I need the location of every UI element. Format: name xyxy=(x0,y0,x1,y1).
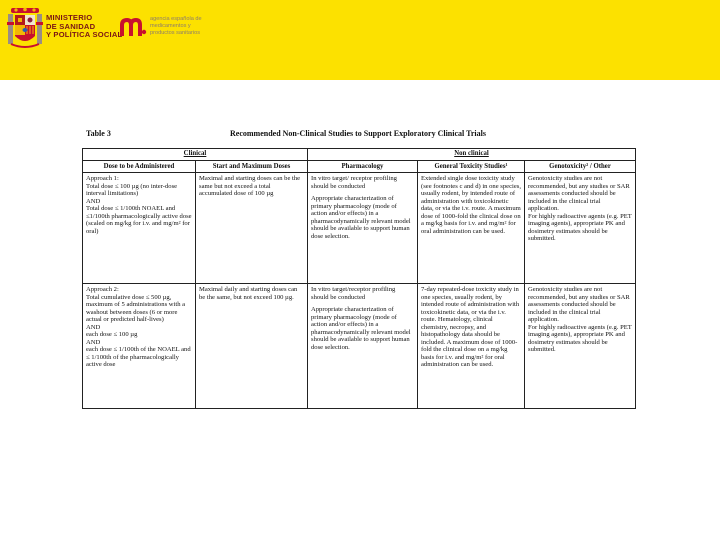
agency-name xyxy=(150,16,202,38)
ministry-line-2: DE SANIDAD xyxy=(46,21,96,31)
row-1-radioactive-text: For highly radioactive agents (e.g. PET imaging agents), appropriate PK and dosimetry estimates should be submitted. xyxy=(528,212,632,243)
row-1-pharm-characterization: Appropriate characterization of primary pharmacology (mode of action and/or effects) in a pharmacodynamically relevant model should be available to support human dose selection. xyxy=(311,195,411,240)
row-1-start-max-text: Maximal and starting doses can be the same but not exceed a total accumulated dose of 100 µg xyxy=(199,175,301,198)
agency-logo-icon xyxy=(119,16,147,38)
table-caption xyxy=(86,127,636,141)
group-header-non-clinical-label: Non clinical xyxy=(454,150,489,157)
row-2-radioactive-text: For highly radioactive agents (e.g. PET imaging agents), appropriate PK and dosimetry estimates should be submitted. xyxy=(528,323,632,354)
table-number: Table 3 xyxy=(86,129,111,138)
table-row-2-genotoxicity xyxy=(525,284,635,408)
group-header-clinical-label: Clinical xyxy=(183,150,207,157)
group-header-clinical xyxy=(83,149,308,161)
row-1-toxicity-text: Extended single dose toxicity study (see footnotes c and d) in one species, usually rodent, by intended route of administration with toxicokinetic data, or via the i.v. route. A maximum dose of 1000-fold the clinical dose on a mg/kg basis for i.v. and mg/m² for oral administration can be used. xyxy=(421,175,521,235)
table-row-1-dose xyxy=(83,173,196,284)
table-row-1-toxicity xyxy=(418,173,525,284)
table-row-2-dose xyxy=(83,284,196,408)
row-1-approach: Approach 1: xyxy=(86,175,119,182)
column-header-toxicity: General Toxicity Studies¹ xyxy=(418,161,525,173)
ministry-name xyxy=(46,14,122,40)
row-2-pharm-profiling: In vitro target/receptor profiling should be conducted xyxy=(311,286,396,301)
column-header-start-max: Start and Maximum Doses xyxy=(196,161,308,173)
ministry-line-3: Y POLÍTICA SOCIAL xyxy=(46,30,123,40)
agency-line-2: medicamentos y xyxy=(150,23,191,30)
row-2-pharm-characterization: Appropriate characterization of primary pharmacology (mode of action and/or effects) in a pharmacodynamically relevant model should be available to support human dose selection. xyxy=(311,306,411,351)
header-band xyxy=(0,0,720,80)
table-row-1-pharmacology xyxy=(308,173,418,284)
row-2-approach: Approach 2: xyxy=(86,286,119,293)
row-2-and-2: AND xyxy=(86,338,101,346)
table-row-2-toxicity xyxy=(418,284,525,408)
row-2-each-dose: each dose ≤ 100 µg xyxy=(86,331,138,339)
row-2-noael: each dose ≤ 1/100th of the NOAEL and ≤ 1/100th of the pharmacologically active dose xyxy=(86,346,191,369)
row-2-genotox-text: Genotoxicity studies are not recommended, but any studies or SAR assessments conducted should be included in the clinical trial application. xyxy=(528,286,630,324)
row-2-total-dose: Total cumulative dose ≤ 500 µg, maximum of 5 administrations with a washout between doses (6 or more actual or predicted half-lives) xyxy=(86,293,186,324)
row-1-genotox-text: Genotoxicity studies are not recommended, but any studies or SAR assessments conducted should be included in the clinical trial application. xyxy=(528,175,630,213)
table-row-2-start-max xyxy=(196,284,308,408)
row-2-and-1: AND xyxy=(86,323,101,331)
row-1-total-dose: Total dose ≤ 100 µg (no inter-dose interval limitations) xyxy=(86,182,178,198)
group-header-non-clinical xyxy=(308,149,635,161)
row-1-pharm-profiling: In vitro target/ receptor profiling should be conducted xyxy=(311,175,397,190)
agency-line-1: agencia española de xyxy=(150,16,202,22)
row-2-toxicity-text: 7-day repeated-dose toxicity study in one species, usually rodent, by intended route of administration with toxicokinetic data, or via the i.v. route. Hematology, clinical chemistry, necropsy, and histopathology data should be included. A maximum dose of 1000-fold the clinical dose on a mg/kg basis for i.v. and mg/m² for oral administration can be used. xyxy=(421,286,520,369)
column-header-pharmacology: Pharmacology xyxy=(308,161,418,173)
table-row-2-pharmacology xyxy=(308,284,418,408)
ministry-line-1: MINISTERIO xyxy=(46,13,93,22)
row-1-noael: Total dose ≤ 1/100th NOAEL and ≤1/100th pharmacologically active dose (scaled on mg/kg for i.v. and mg/m² for oral) xyxy=(86,205,192,235)
table-row-1-genotoxicity xyxy=(525,173,635,284)
spain-coat-of-arms-icon xyxy=(7,6,43,52)
column-header-genotoxicity: Genotoxicity² / Other xyxy=(525,161,635,173)
table-title: Recommended Non-Clinical Studies to Support Exploratory Clinical Trials xyxy=(230,129,486,138)
row-1-and: AND xyxy=(86,197,101,205)
column-header-dose: Dose to be Administered xyxy=(83,161,196,173)
row-2-start-max-text: Maximal daily and starting doses can be the same, but not exceed 100 µg. xyxy=(199,286,298,301)
studies-table xyxy=(82,148,636,409)
table-row-1-start-max xyxy=(196,173,308,284)
agency-line-3: productos sanitarios xyxy=(150,30,201,37)
